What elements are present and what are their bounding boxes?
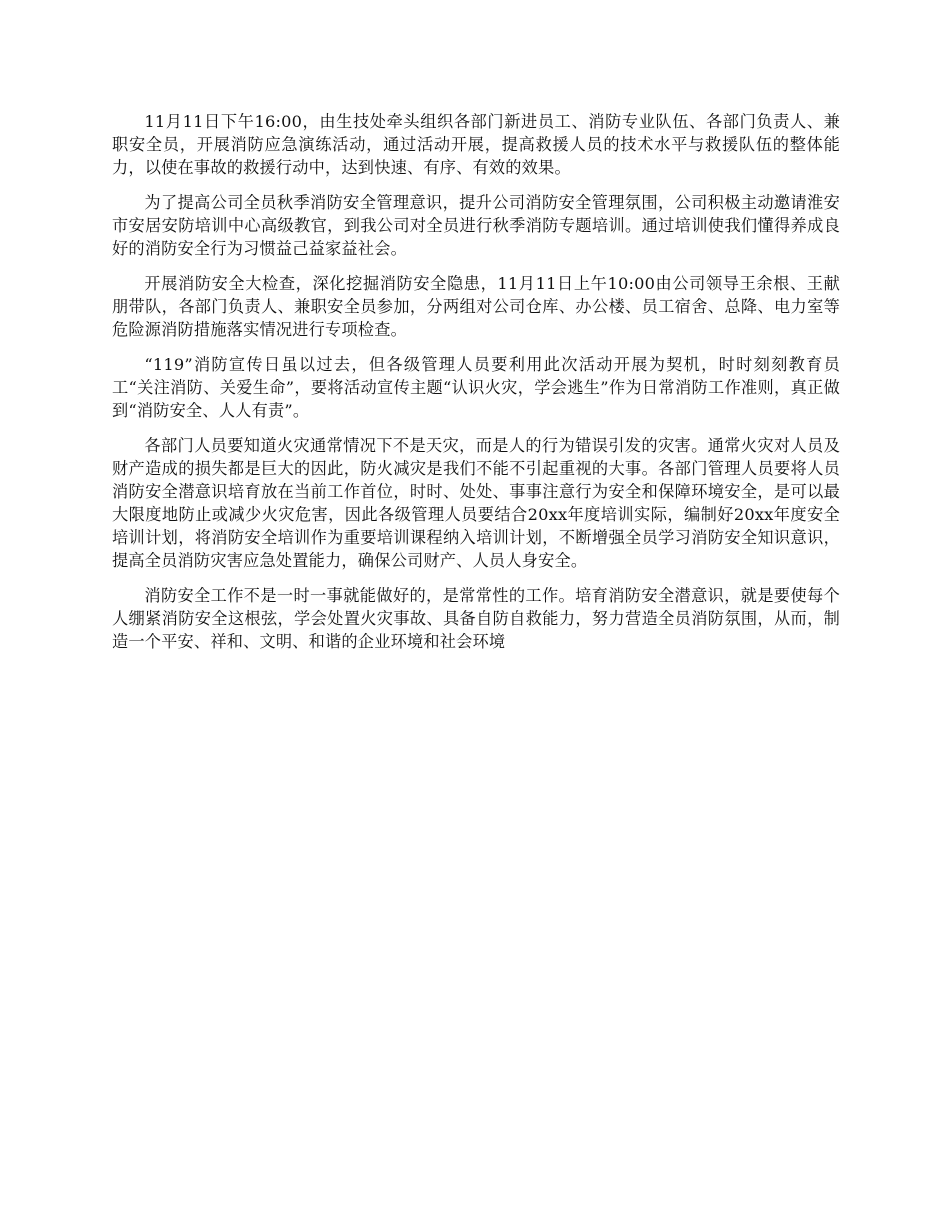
paragraph-119-day: “119”消防宣传日虽以过去，但各级管理人员要利用此次活动开展为契机，时时刻刻教育员工“关注消防、关爱生命”，要将活动宣传主题“认识火灾，学会逃生”作为日常消防工作准则，真正做到“消防安全、人人有责”。 — [112, 355, 840, 420]
paragraph-prevention: 各部门人员要知道火灾通常情况下不是天灾，而是人的行为错误引发的灾害。通常火灾对人员及财产造成的损失都是巨大的因此，防火减灾是我们不能不引起重视的大事。各部门管理人员要将人员消防安全潜意识培育放在当前工作首位，时时、处处、事事注意行为安全和保障环境安全，是可以最大限度地防止或减少火灾危害，因此各级管理人员要结合20xx年度培训实际，编制好20xx年度安全培训计划，将消防安全培训作为重要培训课程纳入培训计划，不断增强全员学习消防安全知识意识，提高全员消防灾害应急处置能力，确保公司财产、人员人身安全。 — [112, 436, 840, 570]
paragraph-training: 为了提高公司全员秋季消防安全管理意识，提升公司消防安全管理氛围，公司积极主动邀请淮安市安居安防培训中心高级教官，到我公司对全员进行秋季消防专题培训。通过培训使我们懂得养成良好的消防安全行为习惯益己益家益社会。 — [112, 193, 840, 258]
paragraph-inspection: 开展消防安全大检查，深化挖掘消防安全隐患，11月11日上午10:00由公司领导王余根、王献朋带队，各部门负责人、兼职安全员参加，分两组对公司仓库、办公楼、员工宿舍、总降、电力室等危险源消防措施落实情况进行专项检查。 — [112, 274, 840, 339]
document-body — [112, 110, 840, 665]
paragraph-conclusion: 消防安全工作不是一时一事就能做好的，是常常性的工作。培育消防安全潜意识，就是要使每个人绷紧消防安全这根弦，学会处置火灾事故、具备自防自救能力，努力营造全员消防氛围，从而，制造一个平安、祥和、文明、和谐的企业环境和社会环境 — [112, 586, 840, 651]
paragraph-drill: 11月11日下午16:00，由生技处牵头组织各部门新进员工、消防专业队伍、各部门负责人、兼职安全员，开展消防应急演练活动，通过活动开展，提高救援人员的技术水平与救援队伍的整体能力，以使在事故的救援行动中，达到快速、有序、有效的效果。 — [112, 112, 840, 177]
